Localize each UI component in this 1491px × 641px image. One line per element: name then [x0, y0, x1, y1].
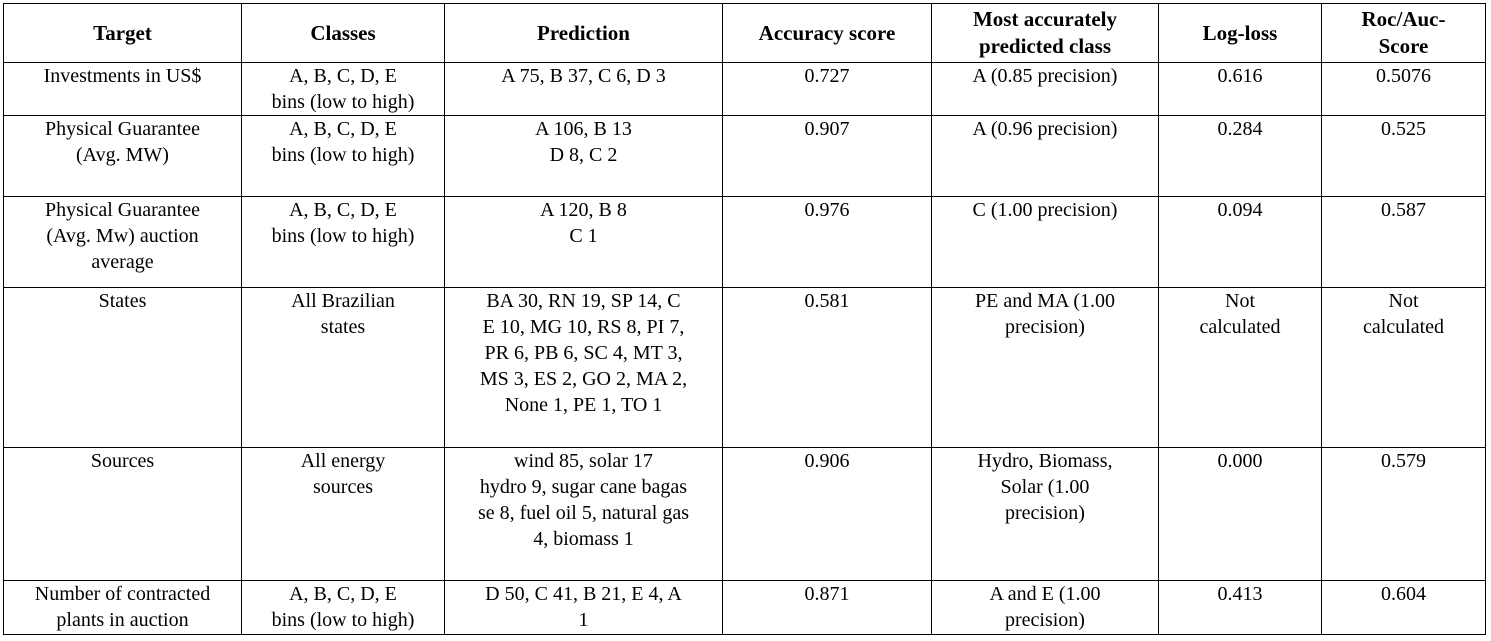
cell-roc-auc: 0.587 — [1322, 197, 1486, 288]
cell-roc-auc: Not calculated — [1322, 288, 1486, 448]
cell-classes: A, B, C, D, E bins (low to high) — [242, 116, 445, 197]
cell-best-class: PE and MA (1.00 precision) — [932, 288, 1159, 448]
cell-accuracy: 0.976 — [723, 197, 932, 288]
cell-best-class: A and E (1.00 precision) — [932, 581, 1159, 635]
table-row — [4, 63, 1486, 116]
cell-roc-auc: 0.525 — [1322, 116, 1486, 197]
cell-prediction: BA 30, RN 19, SP 14, C E 10, MG 10, RS 8, PI 7, PR 6, PB 6, SC 4, MT 3, MS 3, ES 2, GO 2, MA 2, None 1, PE 1, TO 1 — [445, 288, 723, 448]
results-table — [3, 3, 1486, 635]
cell-accuracy: 0.906 — [723, 448, 932, 581]
cell-prediction: A 106, B 13 D 8, C 2 — [445, 116, 723, 197]
cell-target: Physical Guarantee (Avg. Mw) auction average — [4, 197, 242, 288]
cell-roc-auc: 0.5076 — [1322, 63, 1486, 116]
header-row — [4, 4, 1486, 63]
cell-log-loss: 0.616 — [1159, 63, 1322, 116]
cell-roc-auc: 0.579 — [1322, 448, 1486, 581]
cell-best-class: A (0.96 precision) — [932, 116, 1159, 197]
cell-classes: A, B, C, D, E bins (low to high) — [242, 197, 445, 288]
cell-target: Investments in US$ — [4, 63, 242, 116]
header-classes: Classes — [242, 4, 445, 63]
cell-log-loss: 0.094 — [1159, 197, 1322, 288]
cell-log-loss: 0.000 — [1159, 448, 1322, 581]
table-row — [4, 581, 1486, 635]
header-roc-auc-score: Roc/Auc- Score — [1322, 4, 1486, 63]
cell-classes: A, B, C, D, E bins (low to high) — [242, 63, 445, 116]
cell-accuracy: 0.871 — [723, 581, 932, 635]
cell-target: Sources — [4, 448, 242, 581]
cell-accuracy: 0.907 — [723, 116, 932, 197]
header-prediction: Prediction — [445, 4, 723, 63]
cell-best-class: A (0.85 precision) — [932, 63, 1159, 116]
cell-log-loss: Not calculated — [1159, 288, 1322, 448]
cell-prediction: A 75, B 37, C 6, D 3 — [445, 63, 723, 116]
cell-best-class: C (1.00 precision) — [932, 197, 1159, 288]
cell-best-class: Hydro, Biomass, Solar (1.00 precision) — [932, 448, 1159, 581]
header-accuracy-score: Accuracy score — [723, 4, 932, 63]
header-target: Target — [4, 4, 242, 63]
header-most-accurate-class: Most accurately predicted class — [932, 4, 1159, 63]
cell-log-loss: 0.413 — [1159, 581, 1322, 635]
cell-accuracy: 0.727 — [723, 63, 932, 116]
table-row — [4, 288, 1486, 448]
table-row — [4, 116, 1486, 197]
cell-prediction: A 120, B 8 C 1 — [445, 197, 723, 288]
cell-target: Physical Guarantee (Avg. MW) — [4, 116, 242, 197]
cell-classes: All energy sources — [242, 448, 445, 581]
cell-prediction: D 50, C 41, B 21, E 4, A 1 — [445, 581, 723, 635]
cell-accuracy: 0.581 — [723, 288, 932, 448]
cell-classes: A, B, C, D, E bins (low to high) — [242, 581, 445, 635]
table-row — [4, 197, 1486, 288]
cell-log-loss: 0.284 — [1159, 116, 1322, 197]
cell-classes: All Brazilian states — [242, 288, 445, 448]
table-row — [4, 448, 1486, 581]
cell-prediction: wind 85, solar 17 hydro 9, sugar cane bagas se 8, fuel oil 5, natural gas 4, biomass 1 — [445, 448, 723, 581]
cell-target: Number of contracted plants in auction — [4, 581, 242, 635]
cell-target: States — [4, 288, 242, 448]
header-log-loss: Log-loss — [1159, 4, 1322, 63]
cell-roc-auc: 0.604 — [1322, 581, 1486, 635]
